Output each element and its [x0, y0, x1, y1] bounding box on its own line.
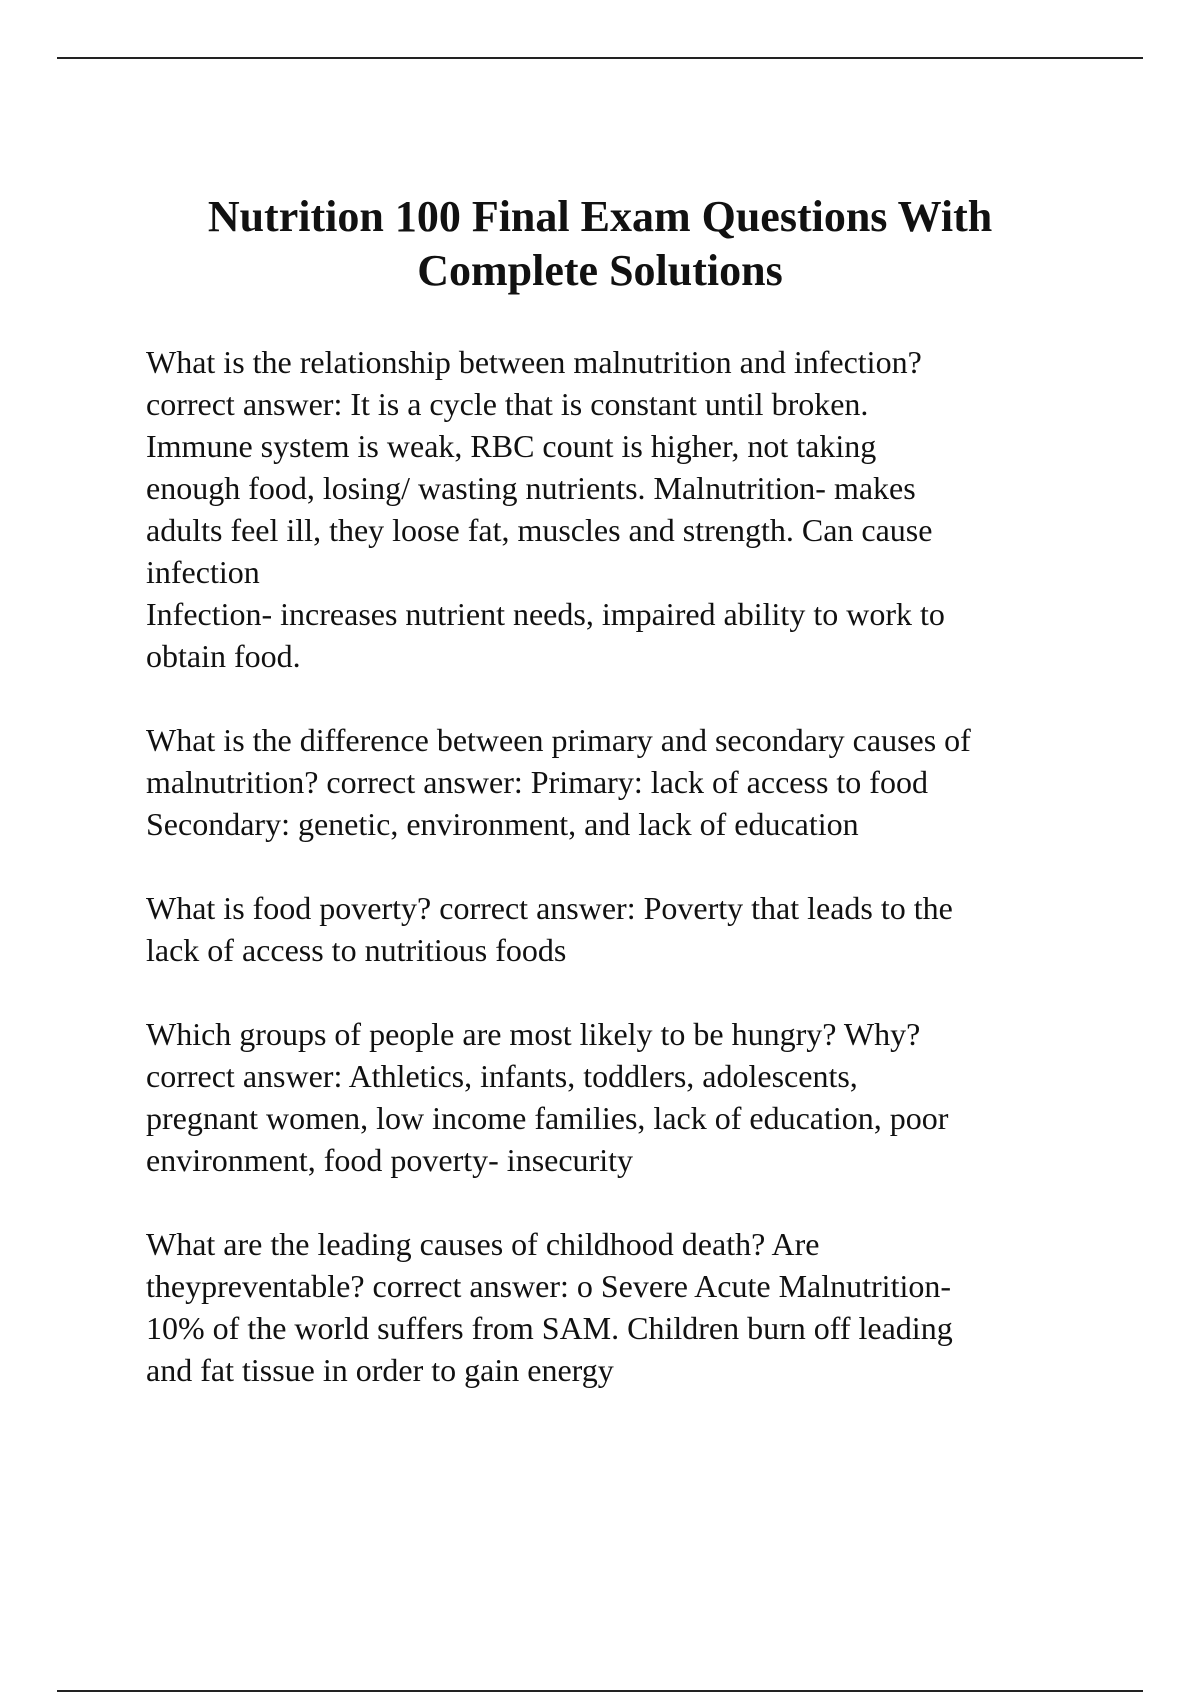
qa-line: and fat tissue in order to gain energy — [146, 1352, 614, 1388]
qa-line: 10% of the world suffers from SAM. Children burn off leading — [146, 1310, 953, 1346]
qa-line: pregnant women, low income families, lack of education, poor — [146, 1100, 949, 1136]
qa-line: Infection- increases nutrient needs, impaired ability to work to — [146, 596, 945, 632]
qa-line: malnutrition? correct answer: Primary: lack of access to food — [146, 764, 928, 800]
qa-item-5 — [146, 1223, 1106, 1391]
qa-item-1 — [146, 341, 1106, 677]
qa-line: adults feel ill, they loose fat, muscles and strength. Can cause — [146, 512, 933, 548]
qa-line: What are the leading causes of childhood death? Are — [146, 1226, 820, 1262]
qa-line: obtain food. — [146, 638, 301, 674]
qa-item-2 — [146, 719, 1106, 845]
qa-line: What is the difference between primary and secondary causes of — [146, 722, 971, 758]
qa-line: Which groups of people are most likely to be hungry? Why? — [146, 1016, 921, 1052]
qa-line: correct answer: Athletics, infants, toddlers, adolescents, — [146, 1058, 858, 1094]
qa-item-4 — [146, 1013, 1106, 1181]
qa-line: theypreventable? correct answer: o Severe Acute Malnutrition- — [146, 1268, 951, 1304]
title-line-1: Nutrition 100 Final Exam Questions With — [207, 192, 993, 241]
qa-line: Secondary: genetic, environment, and lack of education — [146, 806, 859, 842]
qa-line: environment, food poverty- insecurity — [146, 1142, 633, 1178]
qa-line: What is the relationship between malnutrition and infection? — [146, 344, 922, 380]
footer-rule — [57, 1690, 1143, 1692]
qa-item-3 — [146, 887, 1106, 971]
qa-line: infection — [146, 554, 260, 590]
qa-list — [146, 341, 1106, 1433]
header-rule — [57, 57, 1143, 59]
qa-line: Immune system is weak, RBC count is higher, not taking — [146, 428, 877, 464]
qa-line: lack of access to nutritious foods — [146, 932, 567, 968]
qa-line: enough food, losing/ wasting nutrients. Malnutrition- makes — [146, 470, 916, 506]
page-title — [100, 190, 1100, 298]
qa-line: correct answer: It is a cycle that is constant until broken. — [146, 386, 869, 422]
title-line-2: Complete Solutions — [417, 246, 783, 295]
qa-line: What is food poverty? correct answer: Poverty that leads to the — [146, 890, 953, 926]
